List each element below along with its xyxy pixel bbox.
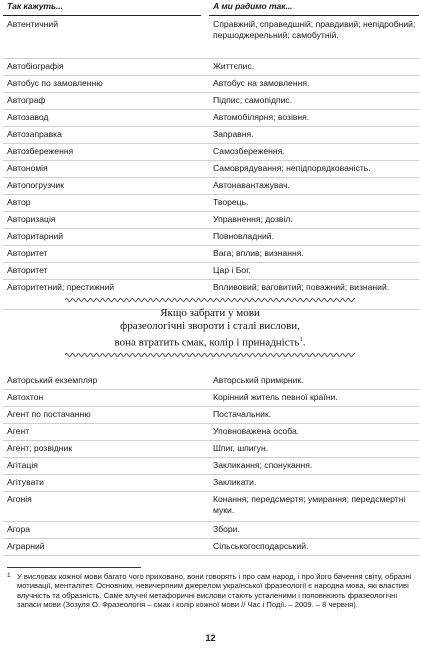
footnote-rule [7, 567, 141, 568]
recommendation-cell: Життєпис. [213, 61, 255, 71]
table-header [3, 1, 419, 17]
recommendation-cell: Сільськогосподарський. [213, 541, 309, 551]
table-row [3, 492, 419, 522]
column-gap [205, 263, 209, 279]
term-cell: Автограф [7, 95, 46, 105]
term-cell: Аграрний [7, 541, 45, 551]
term-cell: Автозаправка [7, 129, 62, 139]
recommendation-cell: Управнення; дозвіл. [213, 214, 293, 224]
recommendation-cell: Шпиг, шпигун. [213, 443, 269, 453]
quote-line-3-tail: . [302, 336, 306, 349]
header-right-label: А ми радимо так... [213, 1, 293, 11]
recommendation-cell: Повновладний. [213, 231, 274, 241]
term-cell: Автобус по замовленню [7, 78, 103, 88]
recommendation-cell: Впливовий; ваговитий; поважний; визнаний. [213, 282, 390, 292]
recommendation-cell: Постачальник. [213, 409, 272, 419]
term-cell: Авторизація [7, 214, 56, 224]
column-gap [205, 246, 209, 262]
table-row [3, 441, 419, 458]
header-rule-right [209, 15, 419, 16]
epigraph-quote [55, 307, 365, 350]
term-cell: Автор [7, 197, 31, 207]
recommendation-cell: Справжній, справедшнiй; правдивий; непідробний; першоджерельний; самобутній. [213, 19, 416, 41]
recommendation-cell: Уповноважена особа. [213, 426, 300, 436]
table-row [3, 373, 419, 390]
table-row [3, 458, 419, 475]
recommendation-cell: Самоврядування; непідпорядкованість. [213, 163, 371, 173]
column-gap [205, 373, 209, 389]
term-cell: Автозавод [7, 112, 49, 122]
column-gap [205, 59, 209, 75]
table-row [3, 144, 419, 161]
table-row [3, 110, 419, 127]
column-gap [205, 229, 209, 245]
term-cell: Авторитет [7, 265, 48, 275]
table-row [3, 178, 419, 195]
table-row [3, 280, 419, 310]
quote-line-3 [55, 333, 365, 350]
term-cell: Авторитетний; престижний [7, 282, 115, 292]
column-gap [205, 458, 209, 474]
table-row [3, 229, 419, 246]
recommendation-cell: Автомобілярня; возівня. [213, 112, 310, 122]
table-row [3, 127, 419, 144]
quote-line-2: фразеологічні звороти і сталі вислови, [120, 320, 300, 332]
recommendation-cell: Заправня. [213, 129, 254, 139]
column-gap [205, 178, 209, 194]
recommendation-cell: Вага; вплив; визнання. [213, 248, 304, 258]
table-row [3, 263, 419, 280]
footnote-ref: 1 [299, 336, 303, 343]
column-gap [205, 539, 209, 555]
recommendation-cell: Самозбереження. [213, 146, 285, 156]
term-cell: Автобіографія [7, 61, 64, 71]
header-rule-left [3, 15, 201, 16]
phrase-table-top [3, 17, 419, 310]
table-row [3, 246, 419, 263]
column-gap [205, 280, 209, 309]
recommendation-cell: Підпис; самопідпис. [213, 95, 293, 105]
column-gap [205, 522, 209, 538]
column-gap [205, 76, 209, 92]
page-number: 12 [205, 633, 216, 643]
table-row [3, 424, 419, 441]
table-row [3, 76, 419, 93]
column-gap [205, 161, 209, 177]
recommendation-cell: Конання; передсмертя; умирання; передсмертні муки. [213, 494, 406, 516]
term-cell: Агент; розвідник [7, 443, 73, 453]
column-gap [205, 93, 209, 109]
column-gap [205, 110, 209, 126]
table-row [3, 522, 419, 539]
quote-ornament-top [65, 297, 355, 303]
term-cell: Авторитет [7, 248, 48, 258]
recommendation-cell: Творець. [213, 197, 249, 207]
phrase-table-bottom [3, 373, 419, 556]
table-row [3, 161, 419, 178]
column-gap [205, 127, 209, 143]
column-gap [205, 144, 209, 160]
column-gap [205, 17, 209, 58]
column-gap [205, 441, 209, 457]
term-cell: Агітувати [7, 477, 44, 487]
recommendation-cell: Автонавантажувач. [213, 180, 290, 190]
recommendation-cell: Збори. [213, 524, 240, 534]
column-gap [205, 212, 209, 228]
column-gap [205, 390, 209, 406]
term-cell: Агент [7, 426, 30, 436]
term-cell: Авторитарний [7, 231, 64, 241]
term-cell: Автозбереження [7, 146, 74, 156]
recommendation-cell: Закликати. [213, 477, 257, 487]
term-cell: Автохтон [7, 392, 44, 402]
footnote-mark: 1 [7, 572, 11, 579]
table-row [3, 539, 419, 556]
quote-ornament-bottom [65, 352, 355, 358]
footnote-text: У висловах кожної мови багато чого приховано, вони говорять і про сам народ, і про його бачення світу, образні мотивації, менталітет. Основним, невичерпним джерелом української фразеології є народна мова, які властиві влучність та образність. Саме влучні метафоричні вислови стають усталеними і поповнюють фразеологічні запаси мови (Зозуля О. Фразеологія – смак і колір кожної мови // Час і Події. – 2009. – 8 червня). [17, 572, 412, 610]
column-gap [205, 475, 209, 491]
quote-line-1: Якщо забрати у мови [160, 307, 260, 319]
term-cell: Авторський екземпляр [7, 375, 98, 385]
column-gap [205, 195, 209, 211]
recommendation-cell: Цар і Бог. [213, 265, 251, 275]
table-row [3, 212, 419, 229]
term-cell: Автентичний [7, 19, 59, 29]
table-row [3, 390, 419, 407]
term-cell: Агонія [7, 494, 32, 504]
recommendation-cell: Закликання; спонукання. [213, 460, 313, 470]
table-row [3, 475, 419, 492]
column-gap [205, 492, 209, 521]
table-row [3, 93, 419, 110]
table-row [3, 407, 419, 424]
recommendation-cell: Авторський примірник. [213, 375, 304, 385]
table-row [3, 17, 419, 59]
recommendation-cell: Корінний житель певної країни. [213, 392, 338, 402]
term-cell: Автономія [7, 163, 48, 173]
footnote [7, 572, 415, 610]
term-cell: Агітація [7, 460, 38, 470]
column-gap [205, 407, 209, 423]
header-left-label: Так кажуть... [7, 1, 63, 11]
term-cell: Автопогрузчик [7, 180, 64, 190]
table-row [3, 195, 419, 212]
term-cell: Агора [7, 524, 31, 534]
recommendation-cell: Автобус на замовлення. [213, 78, 310, 88]
table-row [3, 59, 419, 76]
term-cell: Агент по постачанню [7, 409, 91, 419]
column-gap [205, 424, 209, 440]
quote-line-3-text: вона втратить смак, колір і принадність [114, 336, 300, 349]
